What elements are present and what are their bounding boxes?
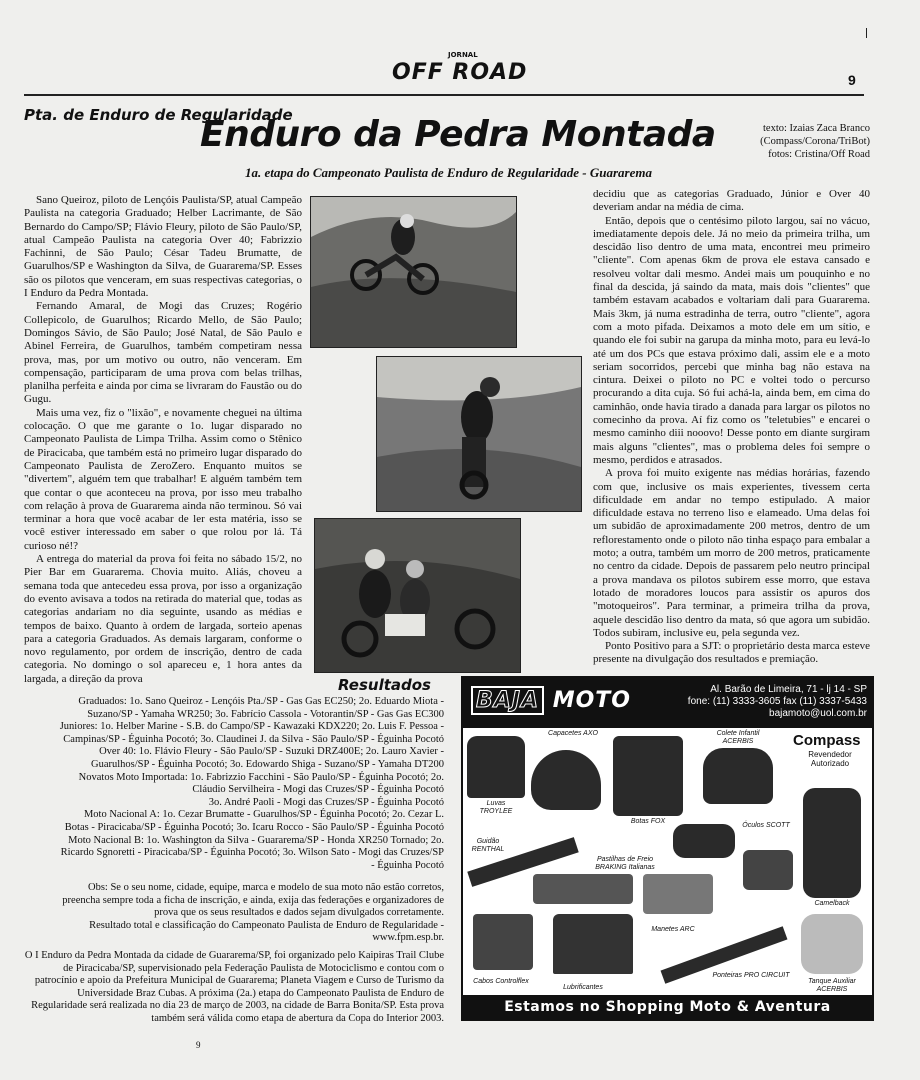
helmet-icon: [531, 750, 601, 810]
results-line: Graduados: 1o. Sano Queiroz - Lençóis Pta./SP - Gas Gas EC250; 2o. Eduardo Miota -: [78, 696, 444, 707]
results-line: 3o. André Paoli - Mogi das Cruzes/SP - Éguinha Pocotó: [208, 796, 444, 808]
article-kicker: Pta. de Enduro de Regularidade: [24, 106, 293, 124]
ad-header: [463, 678, 872, 728]
levers-box-icon: [643, 874, 713, 914]
results-line: Cláudio Servilheira - Mogi das Cruzes/SP - Éguinha Pocotó: [192, 784, 444, 796]
results-line: Ricardo Sgnoretti - Piracicaba/SP - Éguinha Pocotó; 3o. Wilson Sato - Mogi das Cruzes/SP: [60, 847, 444, 859]
ad-phone-line: fone: (11) 3333-3605 fax (11) 3337-5433: [687, 696, 867, 707]
ad-label-gloves: Luvas TROYLEE: [479, 800, 513, 815]
photo-image: [377, 357, 581, 511]
results-line: Campinas/SP - Éguinha Pocotó; 3o. Claudinei J. da Silva - São Paulo/SP - Éguinha Pocotó: [63, 733, 444, 745]
footer-line: Universidade Braz Cubas. A próxima (2a.) etapa do Campeonato Paulista de Enduro de: [77, 987, 444, 999]
ad-label-vest: Colete Infantil ACERBIS: [716, 730, 760, 745]
page-number: 9: [848, 72, 856, 88]
goggle-lens-icon: [743, 850, 793, 890]
ad-label-lube: Lubrificantes: [563, 984, 603, 991]
photo-image: [315, 519, 520, 672]
camelbak-icon: [803, 788, 861, 898]
logo-text: OFF ROAD: [392, 60, 528, 85]
ad-label-boots: Botas FOX: [630, 818, 666, 825]
article-column-1: [24, 194, 302, 686]
gloves-icon: [467, 736, 525, 798]
paragraph: A entrega do material da prova foi feita no sábado 15/2, no Pier Bar em Guararema. Chovia muito. Aliás, choveu a semana toda que antecedeu essa prova, por isso a organização do evento avisava a todos na retirada do material que, todas as categorias andariam no dia seguinte, usando as médias e tempos de baixo. Quanto à ordem de largada, sorteio apenas para a categoria Graduados. As demais largaram, conforme o novo regulamento, por ordem de inscrição, dentro de cada categoria. No domingo o sol apareceu e, 1 hora antes da largada, a direção da prova: [24, 553, 302, 685]
paragraph: Fernando Amaral, de Mogi das Cruzes; Rogério Collepicolo, de Guarulhos; Ricardo Mello, de São Paulo; Domingos Sávio, de São Paulo; José Natal, de São Paulo e Abinel Ferreira, de Guarulhos, também competiram nessa prova, mas, por um motivo ou outro, não venceram. Em compensação, participaram de uma prova com belas trilhas, planilha perfeita e ainda por cima se livraram do Faustão ou do Gugu.: [24, 300, 302, 406]
article-deck: 1a. etapa do Campeonato Paulista de Enduro de Regularidade - Guararema: [245, 165, 652, 180]
boots-icon: [613, 736, 683, 816]
paragraph: Ponto Positivo para a SJT: o proprietário desta marca esteve presente na divulgação dos resultados e premiação.: [593, 640, 870, 666]
fuel-tank-icon: [801, 914, 863, 974]
photo-rider-trail: [376, 356, 582, 512]
paragraph: Mais uma vez, fiz o "lixão", e novamente cheguei na última colocação. O que me garante o 1o. lugar disparado no Campeonato Paulista de Limpa Trilha. Assim como o Stênico de Piracicaba, que também está no primeiro lugar disparado do Campeonato Paulista de ZeroZero. Enquanto muitos se "divertem", alguém tem que trabalhar! E alguém também tem que contar o que aconteceu na prova, por isso meu trabalho com relação à prova de Guararema ainda não terminou. Só vai terminar a hora que você acabar de ler esta matéria, isso se você estiver interessado em saber o que rolou por lá. Tá curioso né!?: [24, 406, 302, 552]
results-line: Moto Nacional A: 1o. Cezar Brumatte - Guarulhos/SP - Éguinha Pocotó; 2o. Cezar L.: [83, 809, 444, 821]
footer-line: Regularidade será realizada no dia 23 de março de 2003, na cidade de Barra Bonita/SP. Esta prova: [31, 1000, 444, 1012]
cables-icon: [473, 914, 533, 970]
masthead-logo: [392, 51, 528, 85]
results-line: Botas - Piracicaba/SP - Éguinha Pocotó; 3o. Icaru Rocco - São Paulo/SP - Éguinha Pocotó: [64, 821, 444, 833]
article-column-3: [593, 188, 870, 667]
margin-mark: [866, 28, 867, 38]
ad-reseller: Revendedor Autorizado: [808, 750, 852, 768]
baja-moto-advertisement: [461, 676, 874, 1021]
obs-line: preencha sempre toda a ficha de inscrição, e ainda, exija das federações e organizadores de: [62, 894, 444, 906]
footer-line: patrocínio e apoio da Prefeitura Municipal de Guararema; Planeta Viagem e Curso de Turismo da: [34, 975, 444, 987]
ad-label-pads: Pastilhas de Freio BRAKING Italianas: [595, 856, 655, 871]
article-credits: [720, 122, 870, 161]
ad-footer: Estamos no Shopping Moto & Aventura: [463, 995, 872, 1019]
ad-label-cables: Cabos Controlflex: [473, 978, 529, 985]
credit-line: (Compass/Corona/TriBot): [760, 136, 870, 147]
results-line: Novatos Moto Importada: 1o. Fabrizzio Facchini - São Paulo/SP - Éguinha Pocotó; 2o.: [78, 771, 444, 783]
paragraph: decidiu que as categorias Graduado, Júnior e Over 40 deveriam andar na média de cima.: [593, 188, 870, 214]
brake-pads-icon: [533, 874, 633, 904]
obs-line: prova que os seus resultados e dados sejam divulgados corretamente.: [154, 907, 444, 919]
article-headline: Enduro da Pedra Montada: [200, 114, 716, 155]
results-obs: [24, 882, 444, 945]
credit-line: fotos: Cristina/Off Road: [768, 149, 870, 160]
footer-line: também será válida como etapa de abertura da Copa do Interior 2003.: [151, 1012, 444, 1024]
paragraph: Então, depois que o centésimo piloto largou, saí no vácuo, imediatamente depois dele. Já no meio da primeira trilha, um descidão liso dentro de uma mata, encontrei meu primeiro "cliente". Com apenas 6km de prova ele estava cansado e resolveu voltar dali mesmo. Andei mais um pouquinho e no final da descida, já saindo da mata, mais dois "clientes" que também estavam acabados e voltariam dali para Guararema. Mais 3km, já numa estradinha de terra, outro "cliente", agora com a moto pifada. Deixamos a moto dele em um sítio, e quando ele foi subir na garupa da minha moto, para eu levá-lo até um dos PCs que estava próximo dali, assim ele e a moto seriam socorridos, percebi que minha bag não estava na cintura. Deixei o piloto no PC e voltei todo o percurso procurando a dita cuja. Só fui achá-la, ainda bem, em cima do caminhão, onde havia tirado a danada para largar os pilotos no comecinho da prova. Aí fiz como os "teletubies" e encarei o mesmo caminho diii nooovo! Desse ponto em diante surgiram mais alguns "clientes", mas o problema deles foi sempre o mesmo, perdidos e atrasados.: [593, 214, 870, 466]
ad-brand-baja: BAJA: [471, 686, 544, 715]
ad-brand-moto: MOTO: [552, 688, 631, 713]
footer-line: de Piracicaba/SP, supervisionado pela Federação Paulista de Motociclismo e contou com o: [63, 962, 444, 974]
results-line: Over 40: 1o. Flávio Fleury - São Paulo/SP - Suzuki DRZ400E; 2o. Lauro Xavier -: [99, 746, 444, 758]
results-line: Suzano/SP - Yamaha WR250; 3o. Fabrício Cassola - Votorantin/SP - Gas Gas EC300: [87, 708, 444, 720]
event-footer-text: [24, 950, 444, 1026]
goggles-icon: [673, 824, 735, 858]
paragraph: A prova foi muito exigente nas médias horárias, fazendo com que, inclusive os mais experientes, tivessem certa dificuldade em andar no tempo estipulado. A maior dificuldade estava no terreno liso e elameado. Uma delas foi um subidão de aproximadamente 200 metros, dentro de um reflorestamento onde o piloto não tinha espaço para embalar a moto; a outra, também um morro de 200 metros, praticamente no centro da cidade. Depois de passarem pelo neutro principal a prova mandava os pilotos subirem esse morro, que estava lotado de moradores loucos para assistir os apuros dos "motoqueiros". Para terminar, a primeira trilha da prova, aquele descidão liso dentro da mata, só que agora um subidão. Todos subiram, inclusive eu, pela segunda vez.: [593, 467, 870, 639]
ad-email-line: bajamoto@uol.com.br: [769, 708, 867, 719]
results-title: Resultados: [338, 676, 431, 694]
vest-icon: [703, 748, 773, 804]
header-rule: [24, 94, 864, 96]
ad-compass-logo: Compass: [793, 732, 861, 749]
page-footer-number: 9: [196, 1040, 201, 1050]
photo-image: [311, 197, 516, 347]
obs-line: Resultado total e classificação do Campeonato Paulista de Enduro de Regularidade -: [89, 919, 444, 931]
ad-label-camelbak: Camelback: [814, 900, 850, 907]
obs-line: www.fpm.esp.br.: [372, 932, 444, 944]
results-list: [24, 696, 444, 872]
credit-line: texto: Izaias Zaca Branco: [763, 123, 870, 134]
ad-label-exhaust: Ponteiras PRO CIRCUIT: [712, 972, 790, 979]
photo-rider-jump: [310, 196, 517, 348]
paragraph: Sano Queiroz, piloto de Lençóis Paulista/SP, atual Campeão Paulista na categoria Graduado; Helber Lacrimante, de São Bernardo do Campo/SP; Flávio Fleury, piloto de São Paulo/SP, atual Campeão Paulista na categoria Over 40; Fabrizzio Fachinni, de São Paulo; César Tadeu Brumatte, de Guarulhos/SP e Washington da Silva, de Guararema/SP. Esses são os pilotos que venceram, em suas respectivas categorias, o I Enduro da Pedra Montada.: [24, 194, 302, 300]
ad-label-bars: Guidão RENTHAL: [471, 838, 505, 853]
ad-brand: [471, 688, 631, 713]
footer-line: O I Enduro da Pedra Montada da cidade de Guararema/SP, foi organizado pelo Kaipiras Trail Clube: [24, 950, 444, 961]
obs-line: Obs: Se o seu nome, cidade, equipe, marca e modelo de sua moto não estão corretos,: [87, 882, 444, 893]
ad-label-levers: Manetes ARC: [651, 926, 695, 933]
ad-label-helmets: Capacetes AXO: [548, 730, 598, 737]
results-line: Moto Nacional B: 1o. Washington da Silva - Guararema/SP - Honda XR250 Tornado; 2o.: [68, 834, 444, 846]
logo-small-text: JORNAL: [448, 51, 478, 59]
photo-riders-group: [314, 518, 521, 673]
ad-label-goggles: Óculos SCOTT: [742, 822, 790, 829]
results-line: - Éguinha Pocotó: [371, 859, 444, 871]
ad-label-tank: Tanque Auxiliar ACERBIS: [808, 978, 856, 993]
ad-address: [673, 684, 867, 720]
lubricants-icon: [553, 914, 633, 974]
results-line: Guarulhos/SP - Éguinha Pocotó; 3o. Edowardo Shiga - Suzano/SP - Yamaha DT200: [91, 758, 444, 770]
results-line: Juniores: 1o. Helber Marine - S.B. do Campo/SP - Kawazaki KDX220; 2o. Luis F. Pessoa -: [59, 721, 444, 733]
ad-address-line: Al. Barão de Limeira, 71 - lj 14 - SP: [710, 684, 867, 695]
